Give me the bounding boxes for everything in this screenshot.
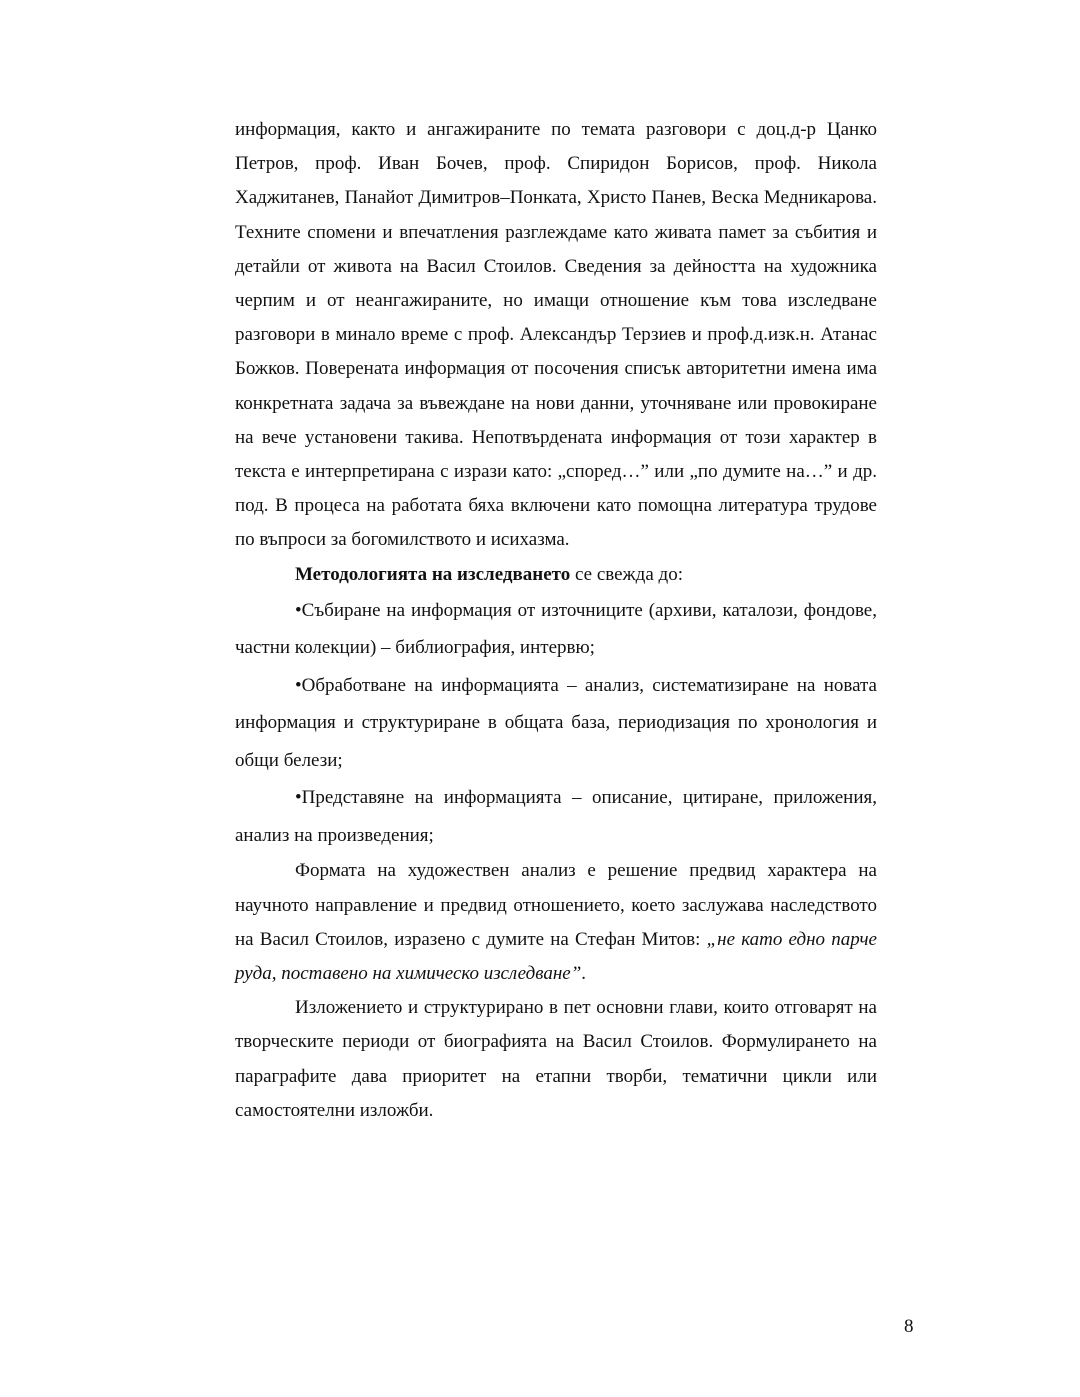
paragraph-methodology-intro	[235, 558, 877, 592]
page-number: 8	[904, 1316, 914, 1337]
analysis-form-end: .	[581, 962, 587, 984]
paragraph-analysis-form	[235, 854, 877, 991]
methodology-intro-text: се свежда до:	[570, 563, 683, 585]
methodology-heading: Методологията на изследването	[295, 563, 571, 585]
mitov-quote: „не като едно парче руда, поставено на химическо изследване”	[235, 928, 877, 984]
paragraph-sources: информация, както и ангажираните по темата разговори с доц.д-р Цанко Петров, проф. Иван Бочев, проф. Спиридон Борисов, проф. Никола Хаджитанев, Панайот Димитров–Понката, Христо Панев, Веска Медникарова. Техните спомени и впечатления разглеждаме като живата памет за събития и детайли от живота на Васил Стоилов. Сведения за дейността на художника черпим и от неангажираните, но имащи отношение към това изследване разговори в минало време с проф. Александър Терзиев и проф.д.изк.н. Атанас Божков. Поверената информация от посочения списък авторитетни имена има конкретната задача за въвеждане на нови данни, уточняване или провокиране на вече установени такива. Непотвърдената информация от този характер в текста е интерпретирана с изрази като: „според…” или „по думите на…” и др. под. В процеса на работата бяха включени като помощна литература трудове по въпроси за богомилството и исихазма.	[235, 119, 877, 551]
body-text	[235, 113, 877, 1128]
analysis-form-text: Формата на художествен анализ е решение предвид характера на научното направление и предвид отношението, което заслужава наследството на Васил Стоилов, изразено с думите на Стефан Митов:	[235, 860, 877, 950]
bullet-presentation: •Представяне на информацията – описание, цитиране, приложения, анализ на произведения;	[235, 787, 877, 846]
bullet-collection: •Събиране на информация от източниците (архиви, каталози, фондове, частни колекции) – библиография, интервю;	[235, 599, 877, 659]
paragraph-structure: Изложението и структурирано в пет основни глави, които отговарят на творческите периоди от биографията на Васил Стоилов. Формулирането на параграфите дава приоритет на етапни творби, тематични цикли или самостоятелни изложби.	[235, 997, 877, 1121]
bullet-processing: •Обработване на информацията – анализ, систематизиране на новата информация и структуриране в общата база, периодизация по хронология и общи белези;	[235, 674, 877, 771]
